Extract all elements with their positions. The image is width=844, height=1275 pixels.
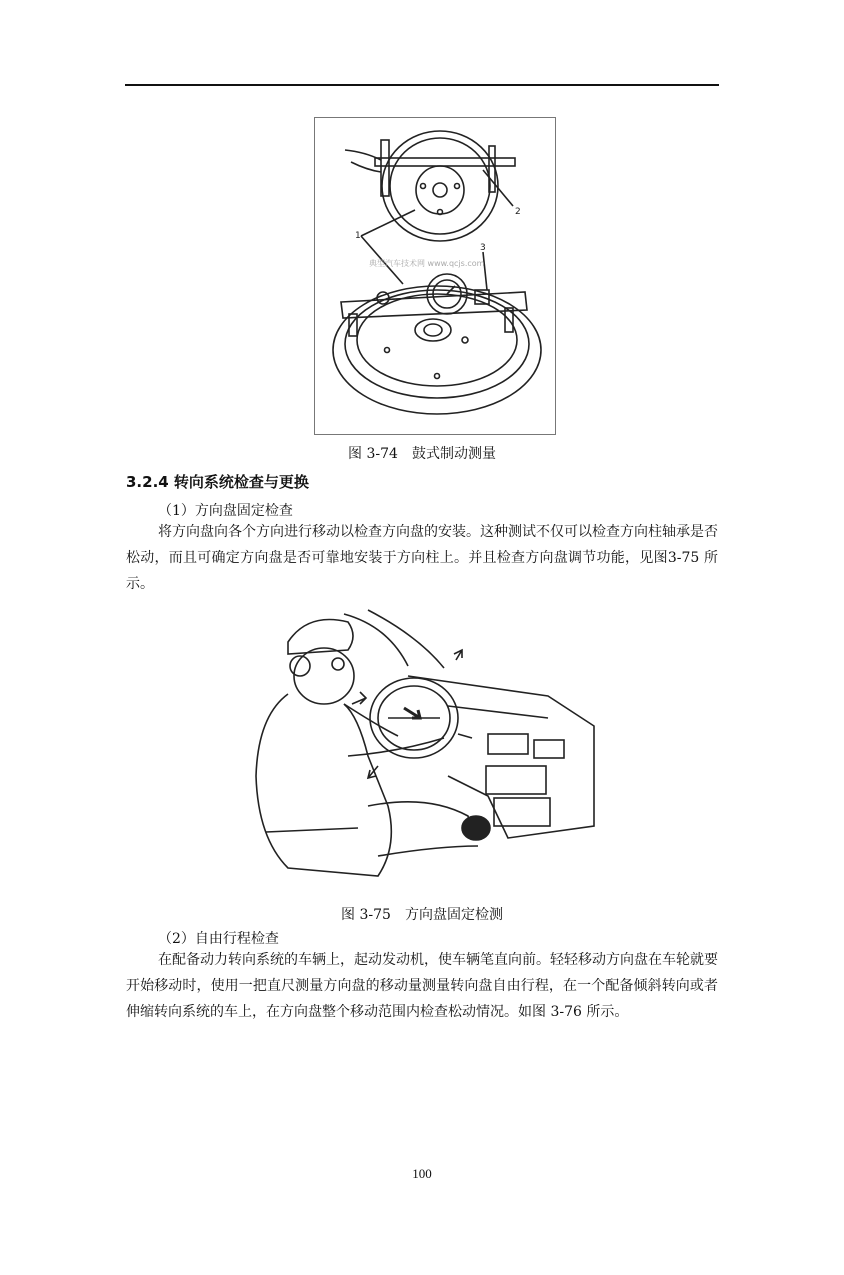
subsection-title-1: （1）方向盘固定检查 [158,503,293,519]
callout-3: 3 [480,243,486,253]
figure-caption-3-75: 图 3-75 方向盘固定检测 [341,907,503,923]
subsection-title-2: （2）自由行程检查 [158,931,279,947]
callout-1: 1 [355,231,361,241]
figure-caption-3-74: 图 3-74 鼓式制动测量 [348,446,496,462]
callout-2: 2 [515,207,521,217]
figure-steering-wheel-check [248,606,604,898]
figure-drum-brake-measurement [314,117,556,435]
section-heading: 3.2.4 转向系统检查与更换 [126,473,309,491]
header-rule [125,84,719,86]
paragraph-2: 在配备动力转向系统的车辆上，起动发动机，使车辆笔直向前。轻轻移动方向盘在车轮就要开始移动时，使用一把直尺测量方向盘的移动量测量转向盘自由行程，在一个配备倾斜转向或者伸缩转向系统的车上，在方向盘整个移动范围内检查松动情况。如图 3-76 所示。 [126,952,718,1020]
page-number: 100 [412,1166,432,1181]
drum-brake-illustration [315,118,555,434]
watermark: 典型汽车技术网 www.qcjs.com [369,259,485,268]
steering-wheel-illustration [248,606,604,898]
paragraph-1: 将方向盘向各个方向进行移动以检查方向盘的安装。这种测试不仅可以检查方向柱轴承是否松动，而且可确定方向盘是否可靠地安装于方向柱上。并且检查方向盘调节功能，见图3-75 所示。 [126,524,718,592]
